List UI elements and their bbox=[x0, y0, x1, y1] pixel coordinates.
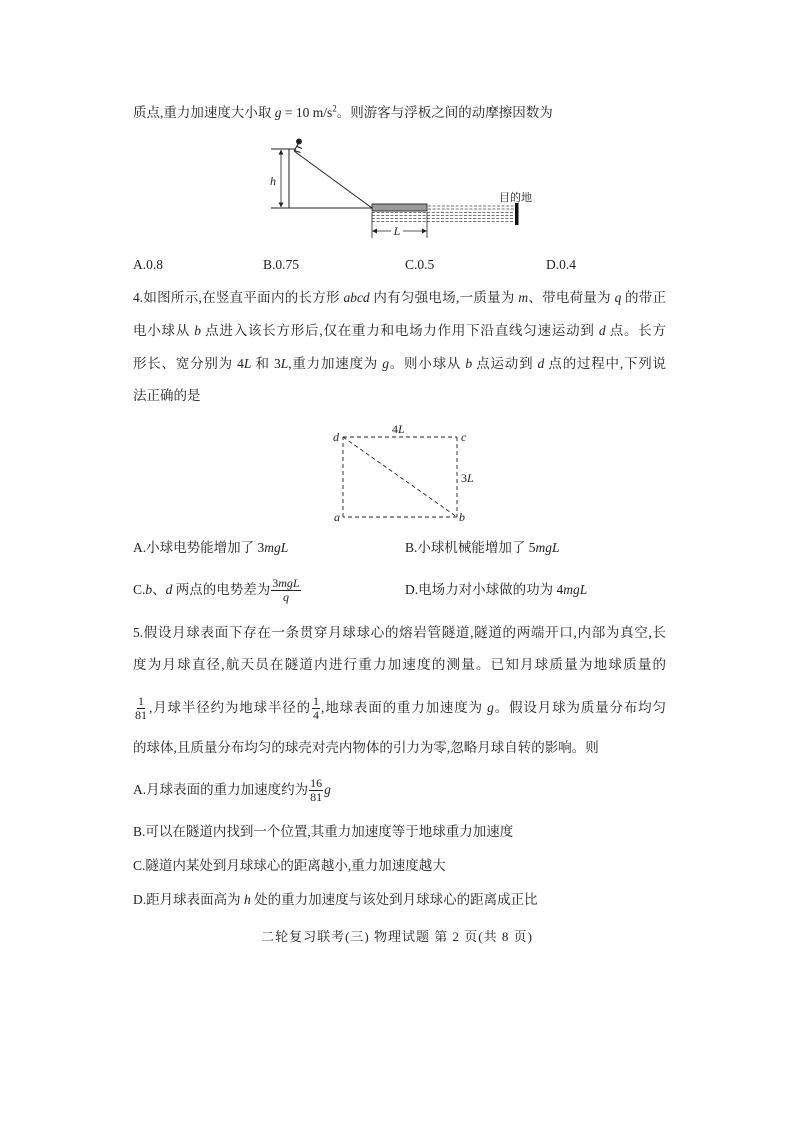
variable-d: d bbox=[165, 582, 173, 597]
width-label-3L bbox=[461, 471, 474, 485]
variable-L: L bbox=[243, 356, 252, 371]
fraction-numerator: 1 bbox=[138, 694, 144, 709]
stem-text: 点。长方 bbox=[605, 323, 667, 338]
L-label: L bbox=[393, 224, 401, 238]
stem-text: 内有匀强电场,一质量为 bbox=[369, 290, 519, 305]
option-text: 、 bbox=[152, 582, 166, 597]
stem-text: 。假设月球为质量分布均匀 bbox=[493, 700, 667, 715]
page-footer: 二轮复习联考(三) 物理试题 第 2 页(共 8 页) bbox=[261, 929, 533, 944]
fraction-denominator: 4 bbox=[312, 708, 319, 723]
tourist-figure bbox=[295, 139, 303, 152]
question-5-option-a bbox=[133, 775, 331, 805]
option-text: A.小球电势能增加了 3 bbox=[133, 540, 265, 555]
h-label: h bbox=[270, 174, 276, 188]
width-variable: L bbox=[467, 471, 474, 485]
stem-text: 。则游客与浮板之间的动摩擦因数为 bbox=[336, 105, 553, 120]
question-4-option-c bbox=[133, 575, 302, 605]
stem-text: ,月球半径约为地球半径的 bbox=[149, 700, 311, 715]
option-text: A.月球表面的重力加速度约为 bbox=[133, 782, 309, 797]
fraction-numerator bbox=[271, 577, 300, 591]
stem-text: 电小球从 bbox=[133, 323, 195, 338]
destination-marker bbox=[515, 203, 519, 225]
question-4-stem-line-4: 法正确的是 bbox=[133, 388, 201, 403]
stem-text: 和 3 bbox=[251, 356, 281, 371]
question-4-stem-line-2 bbox=[133, 316, 666, 346]
option-text: D.电场力对小球做的功为 4 bbox=[405, 582, 564, 597]
option-text: 两点的电势差为 bbox=[172, 582, 271, 597]
stem-text: 点运动到 bbox=[472, 356, 538, 371]
stem-text: 点的过程中,下列说 bbox=[544, 356, 667, 371]
question-4-option-a bbox=[133, 533, 288, 563]
variable-mgL: mgL bbox=[278, 576, 300, 591]
fraction-numerator: 1 bbox=[312, 694, 319, 709]
option-text: 处的重力加速度与该处到月球球心的距离成正比 bbox=[250, 892, 538, 907]
question-5-option-b: B.可以在隧道内找到一个位置,其重力加速度等于地球重力加速度 bbox=[133, 824, 514, 839]
question-4-stem-line-1 bbox=[133, 283, 666, 313]
stem-text: = 10 m/s bbox=[281, 105, 333, 120]
question-5-option-c: C.隧道内某处到月球球心的距离越小,重力加速度越大 bbox=[133, 858, 446, 873]
question-5-stem-line-3 bbox=[133, 693, 666, 723]
variable-abcd: abcd bbox=[343, 290, 370, 305]
floating-board bbox=[372, 204, 427, 211]
slide-and-floating-board-figure bbox=[262, 134, 542, 246]
question-3-option-c: C.0.5 bbox=[405, 257, 435, 272]
question-3-stem-tail bbox=[133, 98, 666, 128]
variable-b: b bbox=[145, 582, 153, 597]
stem-text: 。则小球从 bbox=[389, 356, 466, 371]
rectangle-outline bbox=[343, 437, 457, 517]
variable-d: d bbox=[598, 323, 606, 338]
stem-text: ,地球表面的重力加速度为 bbox=[320, 700, 488, 715]
variable-g: g bbox=[487, 700, 494, 715]
rectangle-abcd-figure bbox=[326, 420, 476, 528]
fraction-denominator: 81 bbox=[310, 790, 323, 805]
width-coefficient: 3 bbox=[461, 471, 467, 485]
fraction-1-over-4 bbox=[312, 695, 320, 722]
option-text: C. bbox=[133, 582, 146, 597]
length-coefficient: 4 bbox=[392, 422, 398, 436]
destination-label: 目的地 bbox=[499, 192, 532, 204]
variable-g: g bbox=[274, 105, 282, 120]
stem-text: 、带电荷量为 bbox=[528, 290, 615, 305]
question-5-stem-line-4: 的球体,且质量分布均匀的球壳对壳内物体的引力为零,忽略月球自转的影响。则 bbox=[133, 740, 599, 755]
variable-g: g bbox=[324, 782, 331, 797]
question-3-option-d: D.0.4 bbox=[546, 257, 576, 272]
length-label-4L bbox=[392, 422, 405, 436]
question-4-option-b bbox=[405, 533, 560, 563]
variable-mgL: mgL bbox=[563, 582, 588, 597]
stem-text: 的带正 bbox=[621, 290, 667, 305]
variable-m: m bbox=[518, 290, 529, 305]
stem-text: 4.如图所示,在竖直平面内的长方形 bbox=[133, 290, 344, 305]
option-text: B.小球机械能增加了 5 bbox=[405, 540, 536, 555]
variable-h: h bbox=[244, 892, 251, 907]
exponent: 2 bbox=[332, 103, 337, 114]
variable-mgL: mgL bbox=[535, 540, 560, 555]
question-3-option-b: B.0.75 bbox=[263, 257, 300, 272]
stem-text: 形长、宽分别为 4 bbox=[133, 356, 244, 371]
question-3-option-a: A.0.8 bbox=[133, 257, 163, 272]
stem-text: ,重力加速度为 bbox=[288, 356, 383, 371]
question-4-option-d bbox=[405, 575, 587, 605]
fraction-1-over-81 bbox=[134, 695, 148, 722]
question-5-option-d bbox=[133, 885, 538, 915]
variable-b: b bbox=[194, 323, 201, 338]
length-variable: L bbox=[398, 422, 405, 436]
fraction-16-over-81 bbox=[309, 777, 323, 804]
fraction-denominator: q bbox=[282, 590, 289, 605]
variable-q: q bbox=[614, 290, 622, 305]
question-5-stem-line-2: 度为月球直径,航天员在隧道内进行重力加速度的测量。已知月球质量为地球质量的 bbox=[133, 657, 666, 672]
variable-g: g bbox=[382, 356, 389, 371]
diagonal-path-b-to-d bbox=[343, 437, 457, 517]
corner-d-label: d bbox=[333, 430, 339, 444]
question-5-stem-line-1: 5.假设月球表面下存在一条贯穿月球球心的熔岩管隧道,隧道的两端开口,内部为真空,长 bbox=[133, 625, 666, 640]
variable-d: d bbox=[537, 356, 545, 371]
fraction-numerator: 16 bbox=[310, 776, 323, 791]
question-4-stem-line-3 bbox=[133, 349, 666, 379]
fraction-3mgL-over-q bbox=[271, 577, 300, 604]
stem-text: 质点,重力加速度大小取 bbox=[133, 105, 275, 120]
corner-c-label: c bbox=[461, 430, 467, 444]
numerator-coefficient: 3 bbox=[272, 576, 279, 591]
corner-b-label: b bbox=[459, 510, 465, 524]
stem-text: 点进入该长方形后,仅在重力和电场力作用下沿直线匀速运动到 bbox=[201, 323, 599, 338]
corner-a-label: a bbox=[334, 510, 340, 524]
variable-mgL: mgL bbox=[264, 540, 289, 555]
slide-incline-line bbox=[294, 151, 372, 208]
variable-L: L bbox=[280, 356, 289, 371]
fraction-denominator: 81 bbox=[135, 708, 147, 723]
option-text: D.距月球表面高为 bbox=[133, 892, 244, 907]
variable-b: b bbox=[465, 356, 473, 371]
